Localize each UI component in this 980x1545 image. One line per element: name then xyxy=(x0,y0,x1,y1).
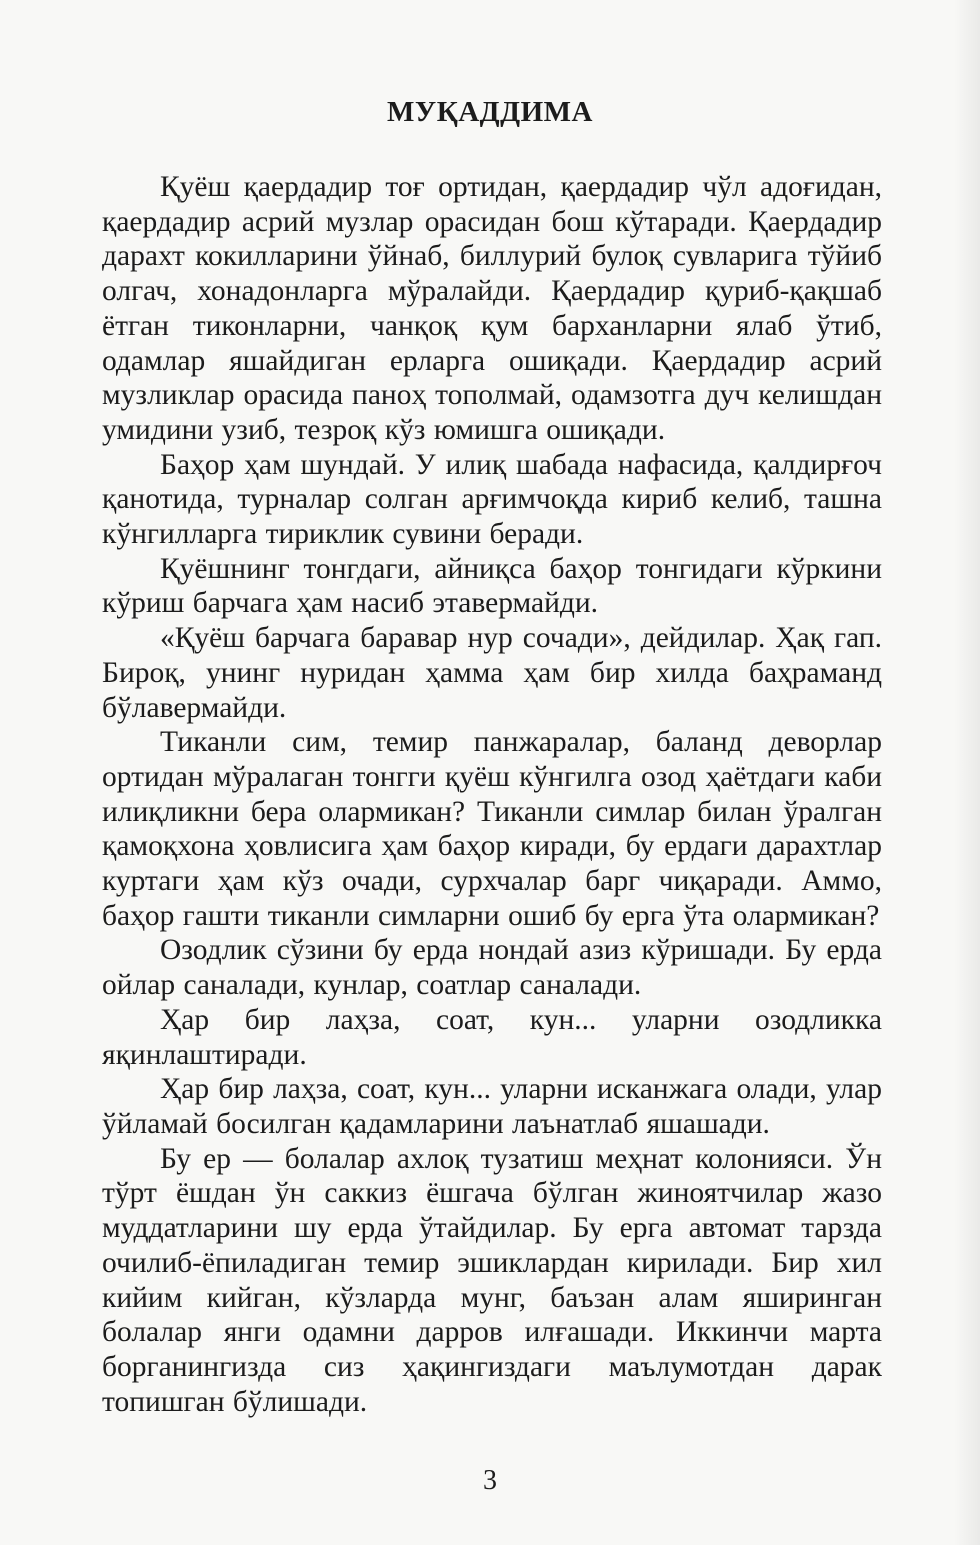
body-text xyxy=(102,170,882,1419)
page-number: 3 xyxy=(483,1465,497,1496)
paragraph: Қуёшнинг тонгдаги, айниқса баҳор тонгидаги кўркини кўриш барчага ҳам насиб этавермайди. xyxy=(102,552,882,620)
paragraph: Ҳар бир лаҳза, соат, кун... уларни исканжага олади, улар ўйламай босилган қадамларини лаънатлаб яшашади. xyxy=(102,1073,882,1140)
paragraph: Озодлик сўзини бу ерда нондай азиз кўришади. Бу ерда ойлар саналади, кунлар, соатлар саналади. xyxy=(102,934,882,1002)
paragraph: Тиканли сим, темир панжаралар, баланд деворлар ортидан мўралаган тонгги қуёш кўнгилга озод ҳаётдаги каби илиқликни бера олармикан? Тиканли симлар билан ўралган қамоқхона ҳовлисига ҳам баҳор киради, бу ердаги дарахтлар куртаги ҳам кўз очади, сурхчалар барг чиқаради. Аммо, баҳор гашти тиканли симларни ошиб бу ерга ўта олармикан? xyxy=(102,726,882,932)
page-edge-shadow xyxy=(954,0,980,1545)
page-title: МУҚАДДИМА xyxy=(387,96,593,128)
paragraph: Ҳар бир лаҳза, соат, кун... уларни озодликка яқинлаштиради. xyxy=(102,1003,882,1071)
paragraph: Баҳор ҳам шундай. У илиқ шабада нафасида, қалдирғоч қанотида, турналар солган арғимчоқда кириб келиб, ташна кўнгилларга тириклик сувини беради. xyxy=(102,448,882,551)
paragraph: Бу ер — болалар ахлоқ тузатиш меҳнат колонияси. Ўн тўрт ёшдан ўн саккиз ёшгача бўлган жиноятчилар жазо муддатларини шу ерда ўтайдилар. Бу ерга автомат тарзда очилиб-ёпиладиган темир эшиклардан кирилади. Бир хил кийим кийган, кўзларда мунг, баъзан алам яширинган болалар янги одамни дарров илғашади. Иккинчи марта борганингизда сиз ҳақингиздаги маълумотдан дарак топишган бўлишади. xyxy=(102,1142,882,1418)
paragraph: Қуёш қаердадир тоғ ортидан, қаердадир чўл адоғидан, қаердадир асрий музлар орасидан бош кўтаради. Қаердадир дарахт кокилларини ўйнаб, биллурий булоқ сувларига тўйиб олгач, хонадонларга мўралайди. Қаердадир қуриб-қақшаб ётган тиконларни, чанқоқ қум барханларни ялаб ўтиб, одамлар яшайдиган ерларга ошиқади. Қаердадир асрий музликлар орасида паноҳ тополмай, одамзотга дуч келишдан умидини узиб, тезроқ кўз юмишга ошиқади. xyxy=(102,171,882,446)
paragraph: «Қуёш барчага баравар нур сочади», дейдилар. Ҳақ гап. Бироқ, унинг нуридан ҳамма ҳам бир хилда баҳраманд бўлавермайди. xyxy=(102,622,882,724)
